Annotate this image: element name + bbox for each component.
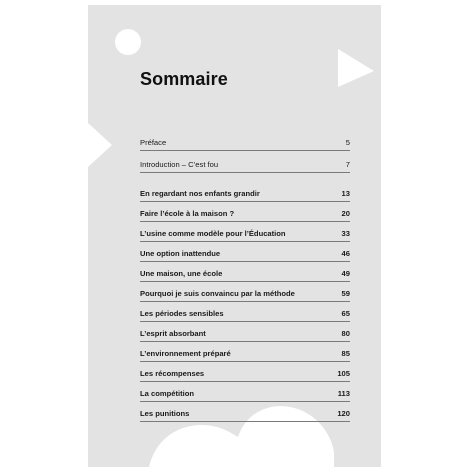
toc-entry-title: Une option inattendue	[140, 249, 221, 258]
toc-entry-title: La compétition	[140, 389, 195, 398]
page-title: Sommaire	[140, 69, 228, 89]
triangle-decoration	[336, 47, 376, 89]
toc-row[interactable]	[140, 302, 350, 322]
toc-entry-title: Les punitions	[140, 409, 190, 418]
toc-row[interactable]	[140, 202, 350, 222]
front-matter-list	[140, 129, 350, 173]
toc-row[interactable]	[140, 322, 350, 342]
toc-entry-title: L’usine comme modèle pour l’Éducation	[140, 229, 286, 238]
toc-entry-title: Introduction – C’est fou	[140, 160, 219, 169]
circle-decoration	[115, 29, 141, 55]
toc-entry-title: Les périodes sensibles	[140, 309, 224, 318]
toc-entry-title: Une maison, une école	[140, 269, 223, 278]
toc-row[interactable]	[140, 182, 350, 202]
toc-row[interactable]	[140, 382, 350, 402]
toc-page-number: 5	[345, 138, 350, 147]
toc-page-number: 13	[341, 189, 350, 198]
triangle-left-decoration	[88, 123, 114, 167]
toc-row[interactable]	[140, 242, 350, 262]
toc-entry-title: Les récompenses	[140, 369, 205, 378]
toc-entry-title: Faire l’école à la maison ?	[140, 209, 235, 218]
toc-page-number: 113	[337, 389, 350, 398]
toc-page-number: 49	[341, 269, 350, 278]
toc-page-number: 20	[341, 209, 350, 218]
toc-page-number: 80	[341, 329, 350, 338]
toc-row[interactable]	[140, 342, 350, 362]
toc-entry-title: L’environnement préparé	[140, 349, 231, 358]
toc-row[interactable]	[140, 129, 350, 151]
toc-entry-title: Pourquoi je suis convaincu par la méthode	[140, 289, 295, 298]
toc-page-number: 46	[341, 249, 350, 258]
toc-row[interactable]	[140, 262, 350, 282]
chapter-list	[140, 182, 350, 422]
toc-entry-title: En regardant nos enfants grandir	[140, 189, 260, 198]
toc-page-number: 7	[345, 160, 350, 169]
toc-page-number: 59	[341, 289, 350, 298]
toc-page-number: 105	[337, 369, 350, 378]
toc-row[interactable]	[140, 282, 350, 302]
toc-row[interactable]	[140, 222, 350, 242]
toc-row[interactable]	[140, 151, 350, 173]
toc-page-number: 65	[341, 309, 350, 318]
toc-page-number: 120	[337, 409, 350, 418]
toc-entry-title: Préface	[140, 138, 167, 147]
toc-page-number: 33	[341, 229, 350, 238]
toc-entry-title: L’esprit absorbant	[140, 329, 206, 338]
book-page	[88, 5, 381, 467]
toc-row[interactable]	[140, 402, 350, 422]
toc-row[interactable]	[140, 362, 350, 382]
toc-page-number: 85	[341, 349, 350, 358]
